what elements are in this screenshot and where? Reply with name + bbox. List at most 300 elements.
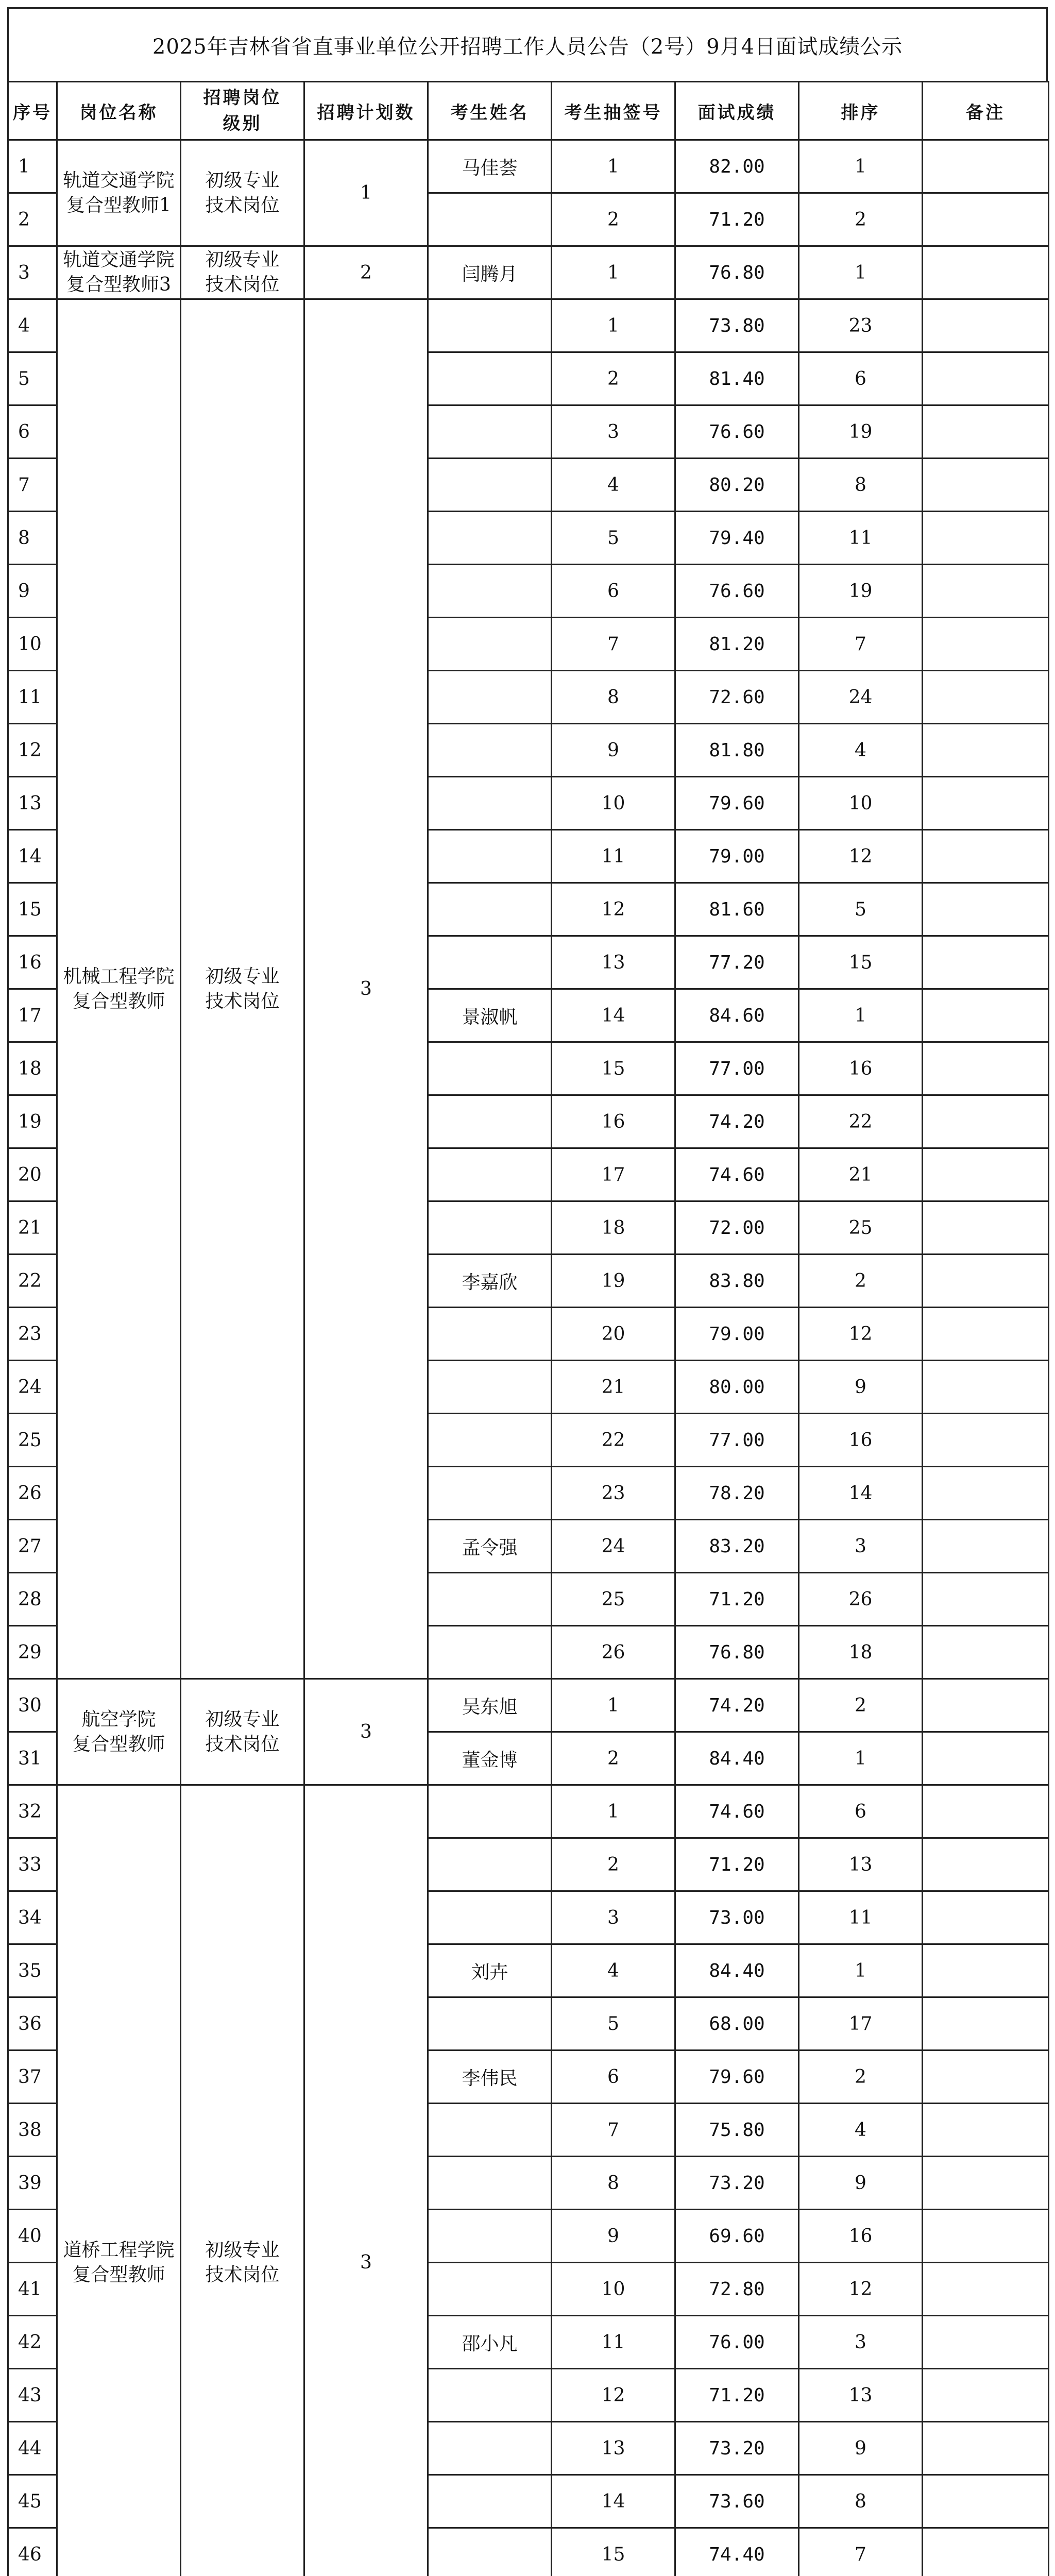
cell-seq: 13 [8,777,57,830]
cell-rank: 19 [799,405,923,459]
cell-score: 79.00 [675,830,799,883]
cell-draw: 13 [552,2422,675,2475]
position-line: 机械工程学院 [63,965,175,987]
cell-score: 77.20 [675,936,799,989]
cell-draw: 19 [552,1255,675,1308]
cell-score: 83.80 [675,1255,799,1308]
cell-rank: 6 [799,352,923,405]
cell-seq: 23 [8,1308,57,1361]
cell-score: 72.00 [675,1201,799,1255]
cell-score: 69.60 [675,2210,799,2263]
cell-score: 81.60 [675,883,799,936]
header-draw: 考生抽签号 [552,82,675,140]
cell-remark [923,1679,1049,1732]
cell-name [428,1201,552,1255]
level-line: 初级专业 [205,1708,280,1730]
cell-name [428,459,552,512]
cell-remark [923,2104,1049,2157]
cell-score: 71.20 [675,2369,799,2422]
table-body [8,140,1049,2576]
cell-seq: 40 [8,2210,57,2263]
cell-rank: 26 [799,1573,923,1626]
cell-name [428,671,552,724]
cell-score: 84.40 [675,1732,799,1785]
cell-name [428,830,552,883]
cell-plan: 3 [304,299,428,1679]
cell-name [428,1095,552,1148]
cell-name [428,565,552,618]
cell-seq: 45 [8,2475,57,2528]
level-line: 技术岗位 [205,990,280,1012]
level-line: 初级专业 [205,965,280,987]
cell-seq: 27 [8,1520,57,1573]
cell-rank: 16 [799,2210,923,2263]
cell-name [428,724,552,777]
cell-seq: 14 [8,830,57,883]
cell-rank: 24 [799,671,923,724]
cell-draw: 1 [552,246,675,299]
cell-rank: 13 [799,2369,923,2422]
cell-remark [923,1414,1049,1467]
cell-score: 76.80 [675,1626,799,1679]
table-row [8,246,1049,299]
cell-rank: 2 [799,1679,923,1732]
level-line: 初级专业 [205,249,280,270]
cell-draw: 12 [552,883,675,936]
cell-position [57,140,181,246]
cell-score: 75.80 [675,2104,799,2157]
cell-draw: 17 [552,1148,675,1201]
cell-rank: 15 [799,936,923,989]
cell-remark [923,1573,1049,1626]
cell-remark [923,2475,1049,2528]
cell-level [181,1785,304,2576]
cell-score: 73.20 [675,2422,799,2475]
cell-remark [923,2210,1049,2263]
cell-draw: 7 [552,618,675,671]
cell-rank: 3 [799,2316,923,2369]
cell-rank: 19 [799,565,923,618]
cell-remark [923,671,1049,724]
cell-draw: 2 [552,1838,675,1891]
cell-draw: 4 [552,459,675,512]
cell-remark [923,1520,1049,1573]
cell-rank: 8 [799,459,923,512]
level-line: 技术岗位 [205,1733,280,1755]
cell-draw: 1 [552,140,675,193]
cell-name [428,352,552,405]
cell-position [57,1679,181,1785]
cell-rank: 8 [799,2475,923,2528]
cell-rank: 7 [799,2528,923,2576]
cell-seq: 37 [8,2050,57,2104]
position-line: 道桥工程学院 [63,2239,175,2261]
level-line: 技术岗位 [205,274,280,295]
cell-score: 73.00 [675,1891,799,1944]
cell-seq: 12 [8,724,57,777]
cell-draw: 15 [552,1042,675,1095]
cell-score: 76.60 [675,405,799,459]
cell-draw: 8 [552,2157,675,2210]
cell-rank: 25 [799,1201,923,1255]
cell-score: 83.20 [675,1520,799,1573]
cell-remark [923,1732,1049,1785]
cell-name [428,1414,552,1467]
cell-seq: 28 [8,1573,57,1626]
cell-draw: 9 [552,2210,675,2263]
cell-rank: 16 [799,1414,923,1467]
cell-score: 80.20 [675,459,799,512]
cell-draw: 1 [552,1785,675,1838]
cell-name: 吴东旭 [428,1679,552,1732]
cell-name [428,405,552,459]
cell-rank: 1 [799,1944,923,1997]
cell-score: 68.00 [675,1997,799,2050]
cell-score: 77.00 [675,1414,799,1467]
cell-seq: 6 [8,405,57,459]
position-line: 复合型教师1 [66,194,171,216]
cell-position [57,1785,181,2576]
level-line: 技术岗位 [205,2264,280,2285]
cell-remark [923,1838,1049,1891]
cell-rank: 3 [799,1520,923,1573]
cell-draw: 1 [552,299,675,352]
cell-seq: 24 [8,1361,57,1414]
cell-score: 79.60 [675,2050,799,2104]
cell-seq: 46 [8,2528,57,2576]
cell-name [428,2104,552,2157]
cell-remark [923,883,1049,936]
cell-draw: 5 [552,512,675,565]
position-line: 复合型教师 [72,990,165,1012]
cell-rank: 11 [799,512,923,565]
cell-draw: 3 [552,1891,675,1944]
header-level [181,82,304,140]
cell-remark [923,193,1049,246]
position-line: 复合型教师 [72,1733,165,1755]
cell-score: 74.40 [675,2528,799,2576]
cell-remark [923,140,1049,193]
cell-name: 李嘉欣 [428,1255,552,1308]
cell-rank: 17 [799,1997,923,2050]
cell-score: 73.80 [675,299,799,352]
cell-remark [923,1042,1049,1095]
header-name: 考生姓名 [428,82,552,140]
cell-remark [923,1308,1049,1361]
cell-score: 79.00 [675,1308,799,1361]
cell-rank: 1 [799,140,923,193]
cell-remark [923,352,1049,405]
cell-score: 72.80 [675,2263,799,2316]
table-row [8,140,1049,193]
cell-rank: 4 [799,2104,923,2157]
cell-draw: 11 [552,2316,675,2369]
cell-name: 刘卉 [428,1944,552,1997]
cell-remark [923,512,1049,565]
cell-score: 72.60 [675,671,799,724]
cell-seq: 22 [8,1255,57,1308]
cell-draw: 13 [552,936,675,989]
cell-seq: 30 [8,1679,57,1732]
cell-score: 84.40 [675,1944,799,1997]
cell-score: 78.20 [675,1467,799,1520]
cell-seq: 17 [8,989,57,1042]
cell-name: 孟令强 [428,1520,552,1573]
cell-remark [923,2263,1049,2316]
cell-remark [923,1626,1049,1679]
cell-seq: 7 [8,459,57,512]
cell-name [428,1891,552,1944]
cell-name [428,1573,552,1626]
cell-score: 76.80 [675,246,799,299]
cell-rank: 5 [799,883,923,936]
cell-seq: 19 [8,1095,57,1148]
cell-rank: 9 [799,1361,923,1414]
cell-seq: 41 [8,2263,57,2316]
cell-seq: 38 [8,2104,57,2157]
cell-name [428,1308,552,1361]
header-plan: 招聘计划数 [304,82,428,140]
cell-level [181,140,304,246]
cell-name: 邵小凡 [428,2316,552,2369]
cell-seq: 29 [8,1626,57,1679]
cell-seq: 36 [8,1997,57,2050]
cell-draw: 11 [552,830,675,883]
cell-name [428,2369,552,2422]
cell-draw: 15 [552,2528,675,2576]
cell-seq: 20 [8,1148,57,1201]
cell-name [428,193,552,246]
cell-draw: 1 [552,1679,675,1732]
cell-name [428,777,552,830]
cell-score: 71.20 [675,193,799,246]
cell-seq: 44 [8,2422,57,2475]
cell-remark [923,2422,1049,2475]
cell-remark [923,936,1049,989]
cell-name [428,2475,552,2528]
cell-rank: 18 [799,1626,923,1679]
cell-score: 76.60 [675,565,799,618]
cell-position [57,246,181,299]
cell-draw: 10 [552,777,675,830]
cell-remark [923,1467,1049,1520]
cell-rank: 6 [799,1785,923,1838]
cell-level [181,1679,304,1785]
header-seq: 序号 [8,82,57,140]
cell-draw: 6 [552,565,675,618]
cell-draw: 24 [552,1520,675,1573]
cell-rank: 23 [799,299,923,352]
cell-remark [923,565,1049,618]
cell-rank: 9 [799,2157,923,2210]
cell-rank: 1 [799,246,923,299]
cell-seq: 34 [8,1891,57,1944]
cell-rank: 13 [799,1838,923,1891]
cell-remark [923,299,1049,352]
cell-draw: 25 [552,1573,675,1626]
cell-rank: 21 [799,1148,923,1201]
cell-seq: 32 [8,1785,57,1838]
cell-draw: 12 [552,2369,675,2422]
table-row [8,1785,1049,1838]
cell-remark [923,1148,1049,1201]
cell-draw: 16 [552,1095,675,1148]
cell-rank: 11 [799,1891,923,1944]
cell-seq: 43 [8,2369,57,2422]
cell-rank: 10 [799,777,923,830]
cell-score: 71.20 [675,1573,799,1626]
cell-remark [923,246,1049,299]
level-line: 初级专业 [205,170,280,191]
cell-seq: 42 [8,2316,57,2369]
cell-score: 80.00 [675,1361,799,1414]
cell-draw: 2 [552,193,675,246]
cell-draw: 3 [552,405,675,459]
table-header-row [8,82,1049,140]
cell-rank: 22 [799,1095,923,1148]
cell-name [428,1785,552,1838]
cell-draw: 6 [552,2050,675,2104]
cell-remark [923,2528,1049,2576]
header-level-line2: 级别 [223,113,262,134]
cell-remark [923,2050,1049,2104]
cell-rank: 4 [799,724,923,777]
cell-rank: 12 [799,1308,923,1361]
cell-position [57,299,181,1679]
cell-seq: 5 [8,352,57,405]
cell-rank: 14 [799,1467,923,1520]
cell-rank: 12 [799,830,923,883]
position-line: 轨道交通学院 [63,170,175,191]
cell-draw: 21 [552,1361,675,1414]
cell-remark [923,1361,1049,1414]
cell-seq: 3 [8,246,57,299]
cell-draw: 26 [552,1626,675,1679]
cell-draw: 5 [552,1997,675,2050]
cell-seq: 9 [8,565,57,618]
cell-score: 84.60 [675,989,799,1042]
cell-remark [923,724,1049,777]
cell-remark [923,2316,1049,2369]
cell-draw: 14 [552,989,675,1042]
cell-seq: 33 [8,1838,57,1891]
cell-draw: 10 [552,2263,675,2316]
cell-draw: 8 [552,671,675,724]
cell-name: 李伟民 [428,2050,552,2104]
header-rank: 排序 [799,82,923,140]
cell-remark [923,459,1049,512]
table-row [8,299,1049,352]
cell-name [428,2210,552,2263]
cell-seq: 2 [8,193,57,246]
cell-seq: 31 [8,1732,57,1785]
cell-seq: 39 [8,2157,57,2210]
cell-name [428,299,552,352]
cell-remark [923,2369,1049,2422]
cell-score: 74.60 [675,1148,799,1201]
cell-name: 董金博 [428,1732,552,1785]
cell-rank: 16 [799,1042,923,1095]
cell-remark [923,1944,1049,1997]
cell-seq: 35 [8,1944,57,1997]
cell-draw: 14 [552,2475,675,2528]
cell-rank: 1 [799,1732,923,1785]
cell-score: 81.80 [675,724,799,777]
cell-draw: 22 [552,1414,675,1467]
cell-draw: 4 [552,1944,675,1997]
cell-name [428,883,552,936]
cell-remark [923,2157,1049,2210]
cell-name [428,1838,552,1891]
cell-remark [923,1255,1049,1308]
cell-seq: 16 [8,936,57,989]
cell-name [428,2422,552,2475]
cell-name: 马佳荟 [428,140,552,193]
cell-draw: 20 [552,1308,675,1361]
cell-remark [923,989,1049,1042]
cell-name [428,1042,552,1095]
cell-draw: 2 [552,352,675,405]
cell-name [428,2263,552,2316]
cell-remark [923,830,1049,883]
level-line: 初级专业 [205,2239,280,2261]
cell-plan: 1 [304,140,428,246]
cell-name [428,2528,552,2576]
cell-draw: 2 [552,1732,675,1785]
cell-remark [923,1891,1049,1944]
cell-rank: 7 [799,618,923,671]
cell-score: 74.20 [675,1679,799,1732]
cell-score: 82.00 [675,140,799,193]
cell-seq: 11 [8,671,57,724]
cell-rank: 2 [799,2050,923,2104]
cell-rank: 9 [799,2422,923,2475]
cell-plan: 3 [304,1785,428,2576]
cell-name [428,2157,552,2210]
cell-level [181,299,304,1679]
header-level-line1: 招聘岗位 [203,88,282,108]
header-position: 岗位名称 [57,82,181,140]
cell-remark [923,1201,1049,1255]
cell-seq: 1 [8,140,57,193]
cell-rank: 2 [799,193,923,246]
cell-name: 闫腾月 [428,246,552,299]
cell-score: 77.00 [675,1042,799,1095]
cell-name: 景淑帆 [428,989,552,1042]
position-line: 复合型教师3 [66,274,171,295]
cell-remark [923,405,1049,459]
level-line: 技术岗位 [205,194,280,216]
cell-remark [923,1997,1049,2050]
cell-rank: 1 [799,989,923,1042]
cell-level [181,246,304,299]
cell-seq: 10 [8,618,57,671]
cell-score: 81.40 [675,352,799,405]
cell-score: 73.60 [675,2475,799,2528]
cell-score: 74.60 [675,1785,799,1838]
cell-draw: 23 [552,1467,675,1520]
cell-name [428,1997,552,2050]
cell-score: 71.20 [675,1838,799,1891]
cell-name [428,1467,552,1520]
cell-name [428,1626,552,1679]
cell-remark [923,1095,1049,1148]
header-score: 面试成绩 [675,82,799,140]
cell-name [428,618,552,671]
cell-seq: 4 [8,299,57,352]
cell-name [428,936,552,989]
header-remark: 备注 [923,82,1049,140]
